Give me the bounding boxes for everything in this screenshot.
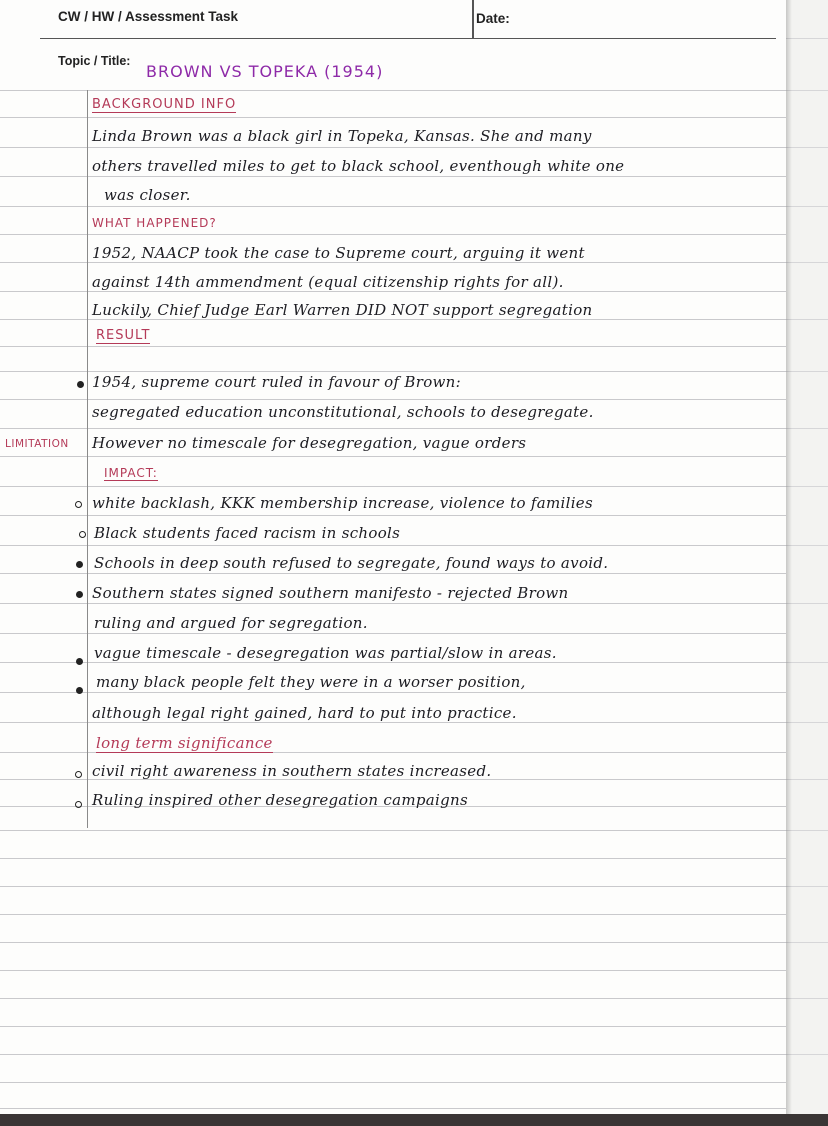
bullet: [76, 561, 83, 568]
result-line-2: segregated education unconstitutional, schools to desegregate.: [92, 403, 594, 421]
bullet: [79, 531, 86, 538]
background-line-3: was closer.: [104, 186, 191, 204]
background-line-1: Linda Brown was a black girl in Topeka, Kansas. She and many: [92, 127, 592, 145]
desk-edge: [0, 1114, 828, 1126]
result-line-1: 1954, supreme court ruled in favour of Brown:: [92, 373, 461, 391]
long-term-heading: long term significance: [96, 734, 273, 752]
bullet: [75, 771, 82, 778]
impact-line-8: although legal right gained, hard to put into practice.: [92, 704, 517, 722]
margin-line: [87, 90, 88, 828]
long-term-line-2: Ruling inspired other desegregation campaigns: [92, 791, 468, 809]
bullet: [76, 591, 83, 598]
next-page-edge: [786, 0, 828, 1126]
what-happened-heading: WHAT HAPPENED?: [92, 216, 217, 230]
impact-line-5: ruling and argued for segregation.: [94, 614, 368, 632]
bullet: [76, 658, 83, 665]
limitation-line: However no timescale for desegregation, vague orders: [92, 434, 527, 452]
bullet: [75, 501, 82, 508]
date-label: Date:: [476, 11, 510, 26]
what-line-1: 1952, NAACP took the case to Supreme court, arguing it went: [92, 244, 585, 262]
background-line-2: others travelled miles to get to black school, eventhough white one: [92, 157, 625, 175]
page-title: BROWN VS TOPEKA (1954): [146, 62, 384, 81]
impact-line-3: Schools in deep south refused to segregate, found ways to avoid.: [94, 554, 609, 572]
impact-line-2: Black students faced racism in schools: [94, 524, 401, 542]
impact-line-7: many black people felt they were in a worser position,: [96, 673, 526, 691]
bullet: [75, 801, 82, 808]
impact-line-6: vague timescale - desegregation was partial/slow in areas.: [94, 644, 557, 662]
bullet: [76, 687, 83, 694]
topic-label: Topic / Title:: [58, 54, 131, 68]
impact-heading: IMPACT:: [104, 466, 158, 480]
background-heading: BACKGROUND INFO: [92, 97, 237, 112]
task-label: CW / HW / Assessment Task: [58, 9, 239, 24]
long-term-line-1: civil right awareness in southern states increased.: [92, 762, 492, 780]
limitation-label: LIMITATION: [5, 438, 69, 450]
what-line-3: Luckily, Chief Judge Earl Warren DID NOT support segregation: [92, 301, 593, 319]
what-line-2: against 14th ammendment (equal citizenship rights for all).: [92, 273, 564, 291]
result-heading: RESULT: [96, 328, 151, 343]
bullet: [77, 381, 84, 388]
page-shadow: [786, 0, 792, 1126]
impact-line-1: white backlash, KKK membership increase, violence to families: [92, 494, 593, 512]
impact-line-4: Southern states signed southern manifesto - rejected Brown: [92, 584, 569, 602]
